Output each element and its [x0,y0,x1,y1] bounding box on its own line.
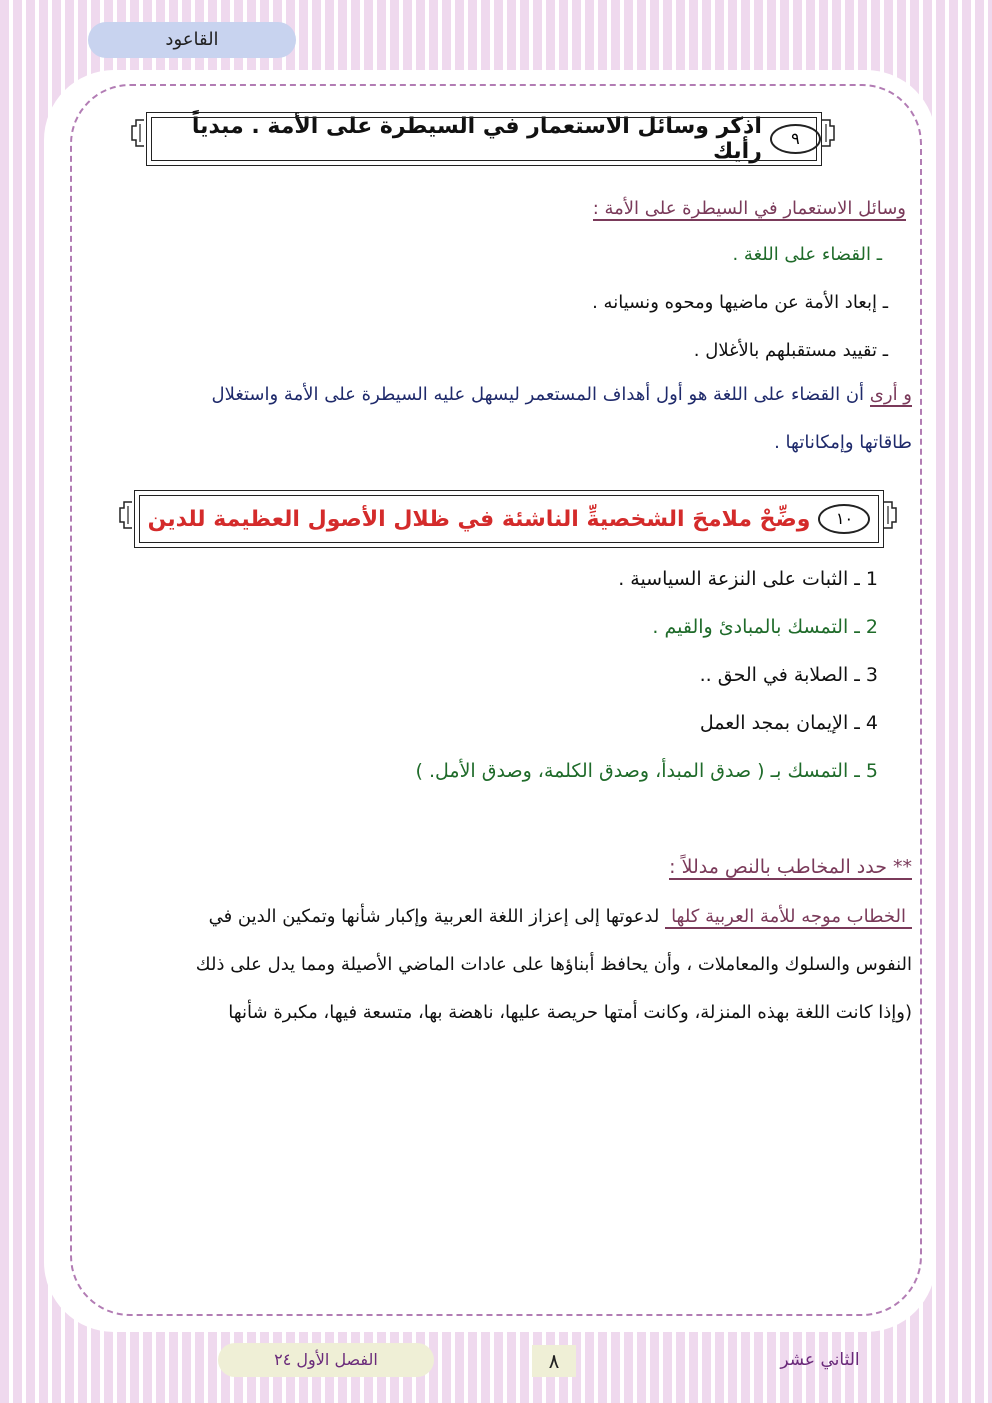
left-ornament-icon [130,118,146,148]
addressee-line-1-text: لدعوتها إلى إعزاز اللغة العربية وإكبار شأنها وتمكين الدين في [208,906,660,927]
footer-grade: الثاني عشر [780,1350,860,1370]
addressee-line-2: النفوس والسلوك والمعاملات ، وأن يحافظ أبناؤها على عادات الماضي الأصيلة ومما يدل على ذلك [195,954,912,975]
q9-item-2: ـ إبعاد الأمة عن ماضيها ومحوه ونسيانه . [592,292,888,313]
q10-number-badge: ١٠ [818,504,870,534]
q9-opinion-text-2: طاقاتها وإمكاناتها . [774,432,912,453]
q10-title-box [134,490,884,548]
q9-item-1: ـ القضاء على اللغة . [732,244,882,265]
q9-item-3: ـ تقييد مستقبلهم بالأغلال . [693,340,888,361]
q10-item-2: 2 ـ التمسك بالمبادئ والقيم . [652,616,878,638]
q10-title: وضِّحْ ملامحَ الشخصيةِّ الناشئة في ظلال الأصول العظيمة للدين [147,506,811,532]
addressee-line-1 [209,906,912,927]
q10-item-5: 5 ـ التمسك بـ ( صدق المبدأ، وصدق الكلمة، وصدق الأمل. ) [415,760,878,782]
q9-title-box [146,112,822,166]
footer-term: الفصل الأول ٢٤ [218,1343,434,1377]
q9-intro: وسائل الاستعمار في السيطرة على الأمة : [592,198,906,219]
q10-item-1: 1 ـ الثبات على النزعة السياسية . [618,568,878,590]
footer-page-number: ٨ [532,1345,576,1377]
q9-opinion-label: و أرى [869,384,912,405]
q9-opinion-line [212,384,913,405]
right-ornament-icon [882,500,898,530]
q9-title: اذكر وسائل الاستعمار في السيطرة على الأمة . مبدياً رأيك [191,114,762,164]
left-ornament-icon [118,500,134,530]
q10-item-4: 4 ـ الإيمان بمجد العمل [699,712,878,734]
q9-number-badge: ٩ [770,124,821,154]
header-title: القاعود [88,22,296,58]
q9-opinion-text: أن القضاء على اللغة هو أول أهداف المستعمر ليسهل عليه السيطرة على الأمة واستغلال [211,384,865,405]
dashed-border [70,84,922,1316]
q10-item-3: 3 ـ الصلابة في الحق .. [699,664,878,686]
addressee-heading: ** حدد المخاطب بالنص مدللاً : [669,856,912,878]
addressee-line-3: (وإذا كانت اللغة بهذه المنزلة، وكانت أمتها حريصة عليها، ناهضة بها، متسعة فيها، مكبرة شأنها [228,1002,912,1023]
addressee-answer-label: الخطاب موجه للأمة العربية كلها [665,906,912,929]
right-ornament-icon [820,118,836,148]
